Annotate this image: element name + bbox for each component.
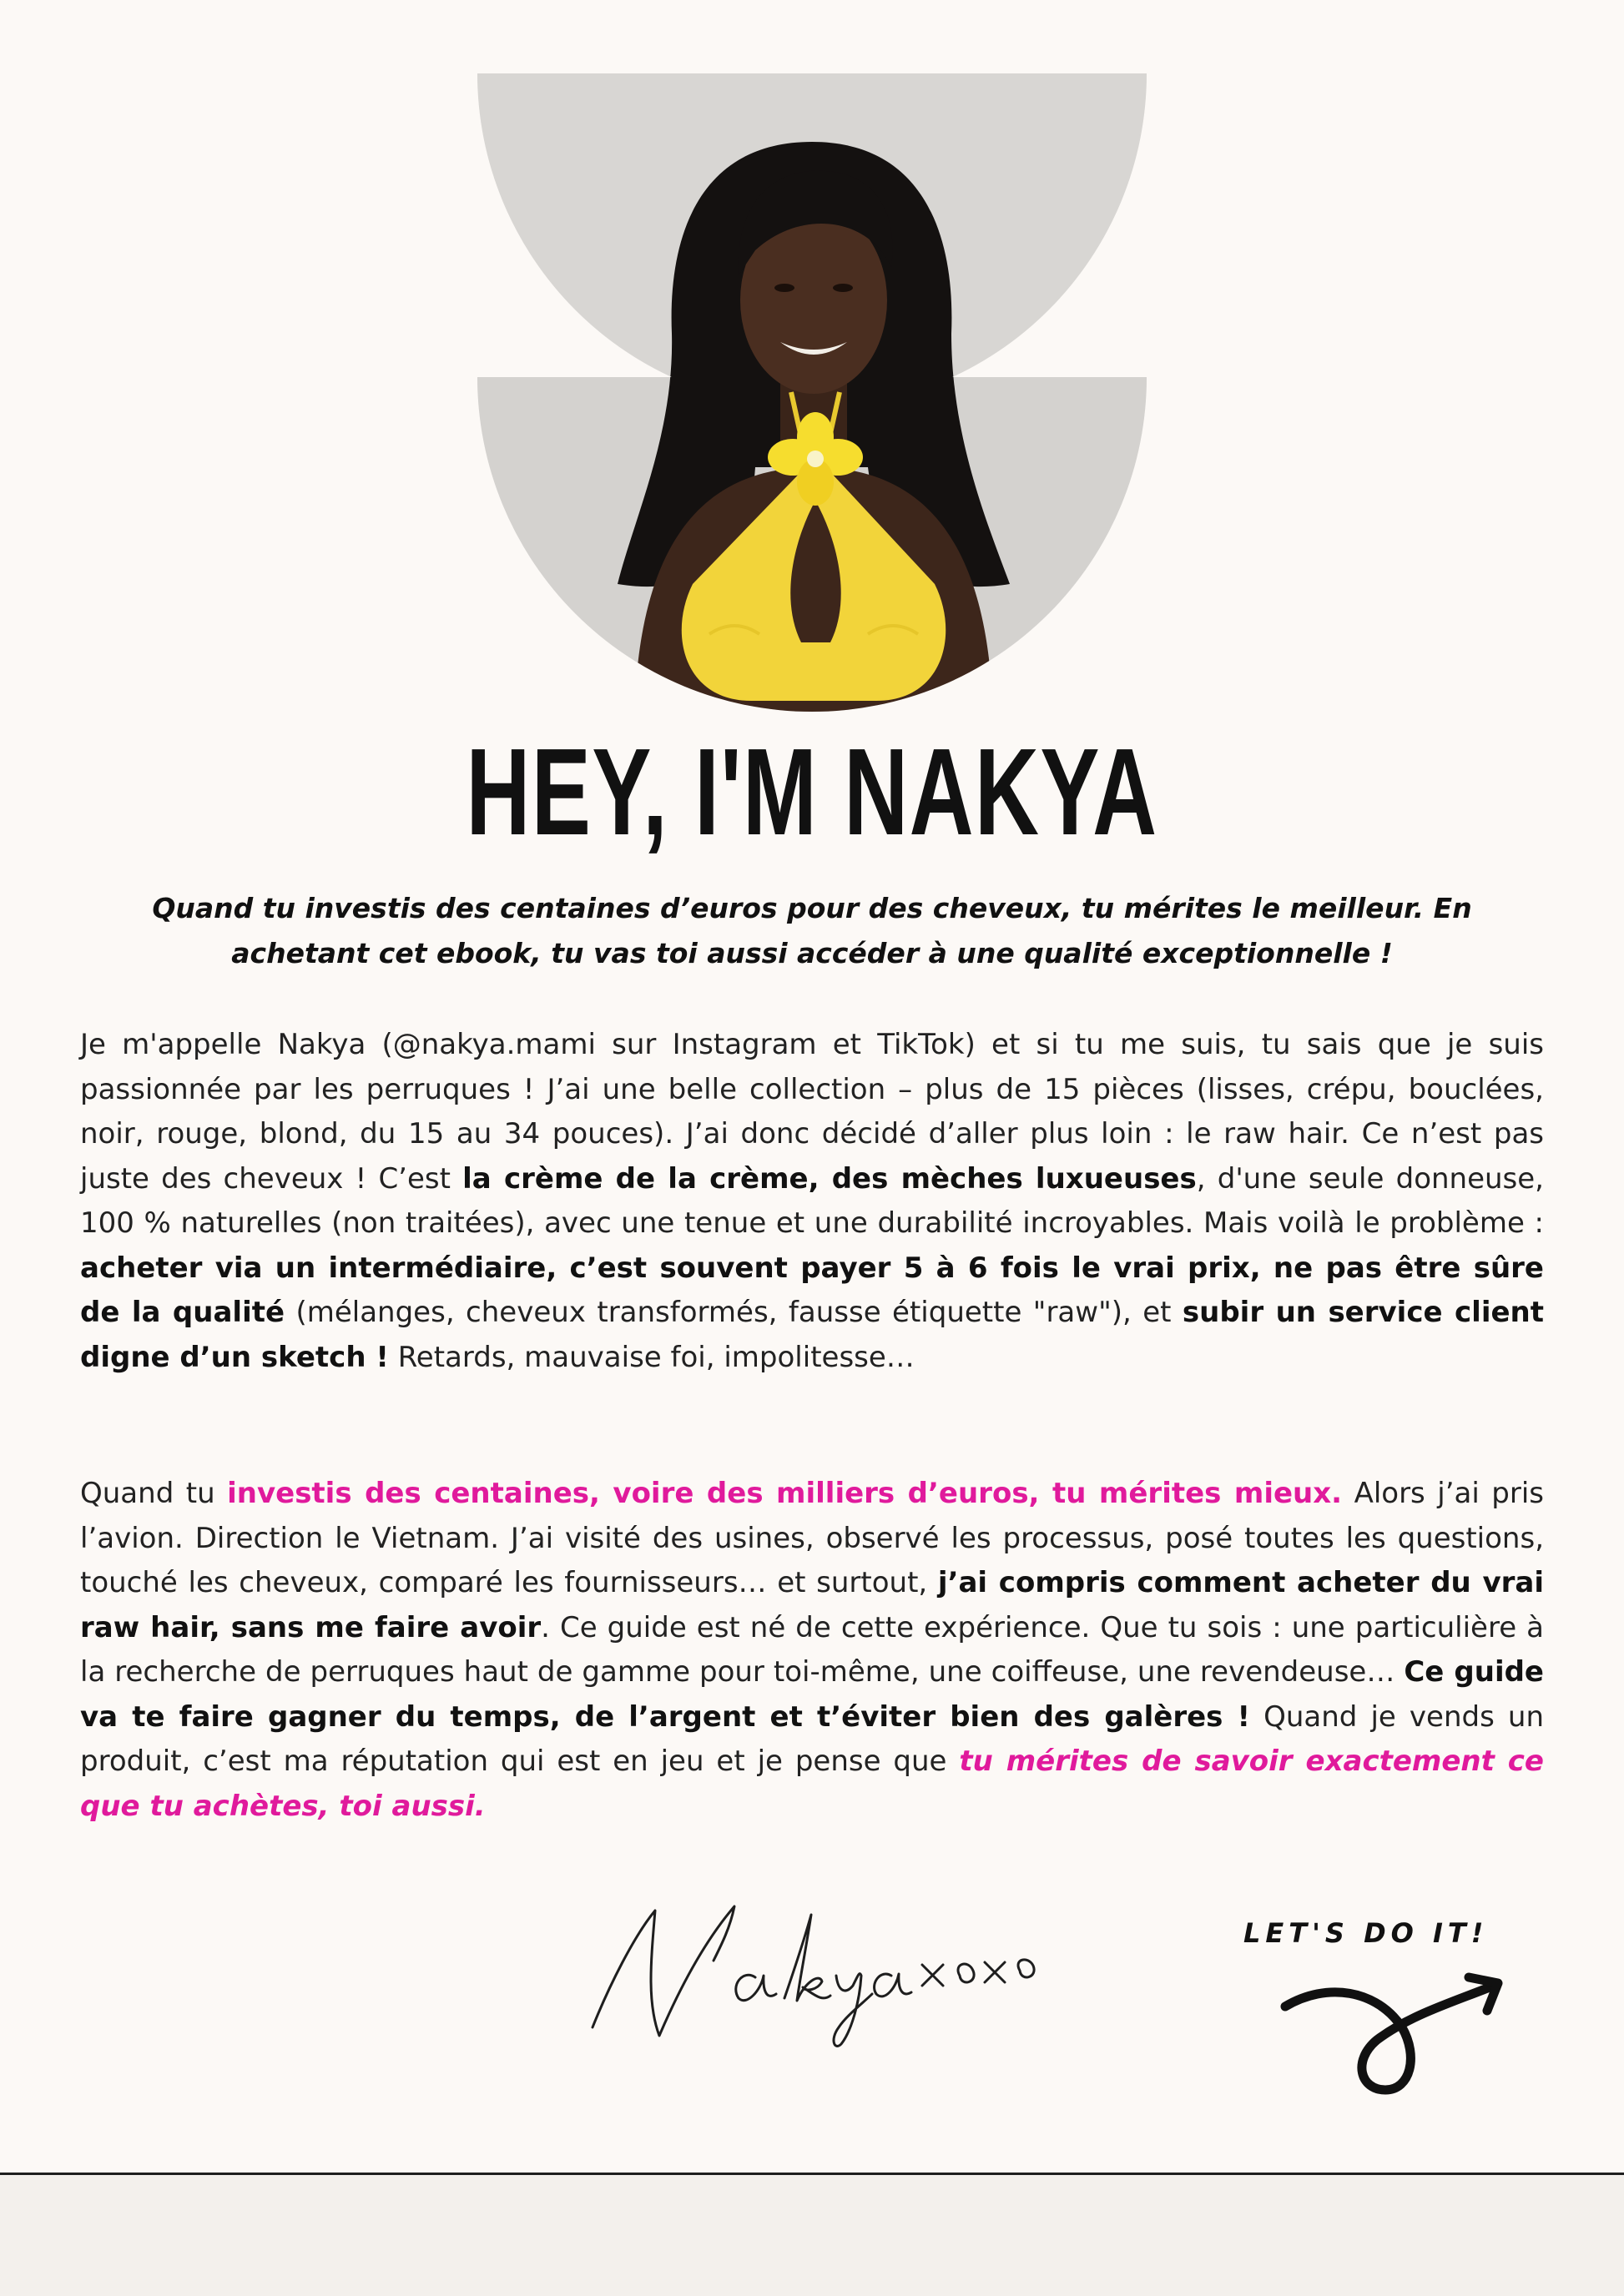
page-title: HEY, I'M NAKYA (466, 723, 1158, 861)
paragraph-about: Je m'appelle Nakya (@nakya.mami sur Instagram et TikTok) et si tu me suis, tu sais que je suis passionnée par les perruques ! J’ai une belle collection – plus de 15 pièces (lisses, crépu, bouclées, noir, rouge, blond, du 15 au 34 pouces). J’ai donc décidé d’aller plus loin : le raw hair. Ce n’est pas juste des cheveux ! C’est la crème de la crème, des mèches luxueuses, d'une seule donneuse, 100 % naturelles (non traitées), avec une tenue et une durabilité incroyables. Mais voilà le problème : acheter via un intermédiaire, c’est souvent payer 5 à 6 fois le vrai prix, ne pas être sûre de la qualité (mélanges, cheveux transformés, fausse étiquette "raw"), et subir un service client digne d’un sketch ! Retards, mauvaise foi, impolitesse… (80, 1028, 1544, 1374)
emphasis-text: acheter via un intermédiaire, c’est souvent payer 5 à 6 fois le vrai prix, ne pas être sûre de la qualité (80, 1251, 1544, 1329)
footer-band (0, 2175, 1624, 2296)
paragraph-story: Quand tu investis des centaines, voire des milliers d’euros, tu mérites mieux. Alors j’ai pris l’avion. Direction le Vietnam. J’ai visité des usines, observé les processus, posé toutes les questions, touché les cheveux, comparé les fournisseurs… et surtout, j’ai compris comment acheter du vrai raw hair, sans me faire avoir. Ce guide est né de cette expérience. Que tu sois : une particulière à la recherche de perruques haut de gamme pour toi-même, une coiffeuse, une revendeuse… Ce guide va te faire gagner du temps, de l’argent et t’éviter bien des galères ! Quand je vends un produit, c’est ma réputation qui est en jeu et je pense que tu mérites de savoir exactement ce que tu achètes, toi aussi. (80, 1477, 1544, 1823)
emphasis-text: j’ai compris comment acheter du vrai raw hair, sans me faire avoir (80, 1566, 1544, 1644)
emphasis-text: Ce guide va te faire gagner du temps, de l’argent et t’éviter bien des galères ! (80, 1655, 1544, 1734)
cta-label: LET'S DO IT! (1243, 1917, 1489, 1949)
intro-tagline: Quand tu investis des centaines d’euros pour des cheveux, tu mérites le meilleur. En achetant cet ebook, tu vas toi aussi accéder à une qualité exceptionnelle ! (152, 892, 1472, 969)
signature-graphic (576, 1877, 1043, 2061)
curly-arrow-icon (1268, 1965, 1519, 2107)
pink-highlight: tu mérites de savoir exactement ce que tu achètes, toi aussi. (80, 1745, 1544, 1823)
emphasis-text: subir un service client digne d’un sketch ! (80, 1296, 1544, 1374)
portrait-graphic (0, 0, 1624, 734)
emphasis-text: la crème de la crème, des mèches luxueuses (462, 1161, 1197, 1196)
pink-highlight: investis des centaines, voire des milliers d’euros, tu mérites mieux. (227, 1477, 1343, 1510)
